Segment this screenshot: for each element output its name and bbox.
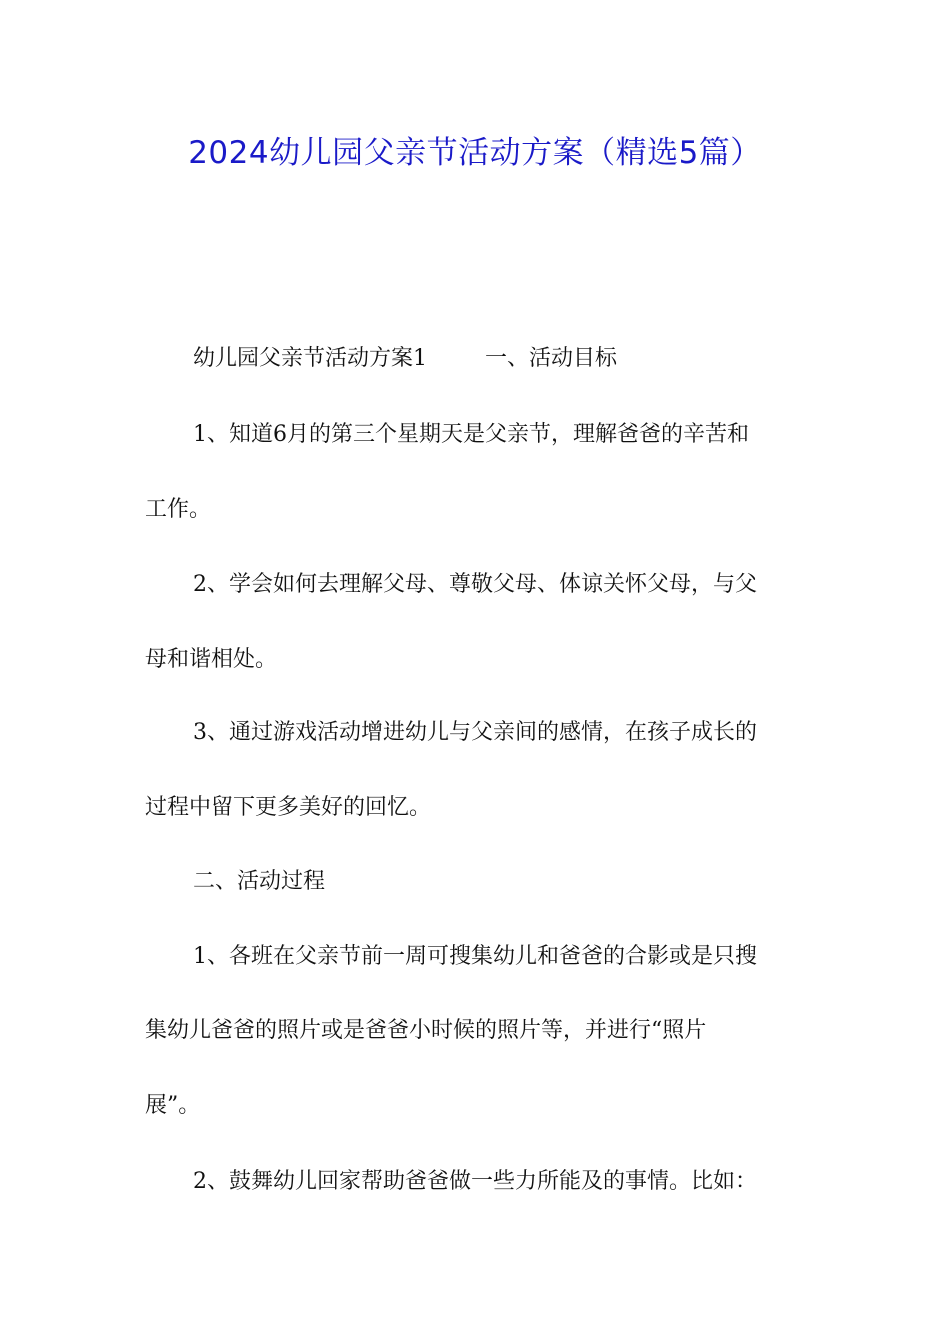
goal-2-line-1: 2、学会如何去理解父母、尊敬父母、体谅关怀父母，与父 [193, 572, 757, 597]
goal-3-line-2: 过程中留下更多美好的回忆。 [145, 795, 432, 820]
subheading-process: 二、活动过程 [193, 869, 326, 894]
step-1-line-2: 集幼儿爸爸的照片或是爸爸小时候的照片等，并进行“照片 [145, 1018, 707, 1043]
step-1-line-1: 1、各班在父亲节前一周可搜集幼儿和爸爸的合影或是只搜 [193, 944, 757, 969]
goal-1-line-1: 1、知道6月的第三个星期天是父亲节，理解爸爸的辛苦和 [193, 422, 749, 447]
document-title: 2024幼儿园父亲节活动方案（精选5篇） [188, 135, 762, 171]
step-2-line-1: 2、鼓舞幼儿回家帮助爸爸做一些力所能及的事情。比如： [193, 1169, 757, 1194]
goal-2-line-2: 母和谐相处。 [145, 647, 278, 672]
subheading-goals: 一、活动目标 [485, 346, 618, 371]
section-heading: 幼儿园父亲节活动方案1 [193, 346, 427, 371]
goal-1-line-2: 工作。 [145, 497, 212, 522]
section-heading-line [193, 342, 863, 376]
goal-3-line-1: 3、通过游戏活动增进幼儿与父亲间的感情，在孩子成长的 [193, 720, 757, 745]
step-1-line-3: 展”。 [145, 1093, 201, 1118]
